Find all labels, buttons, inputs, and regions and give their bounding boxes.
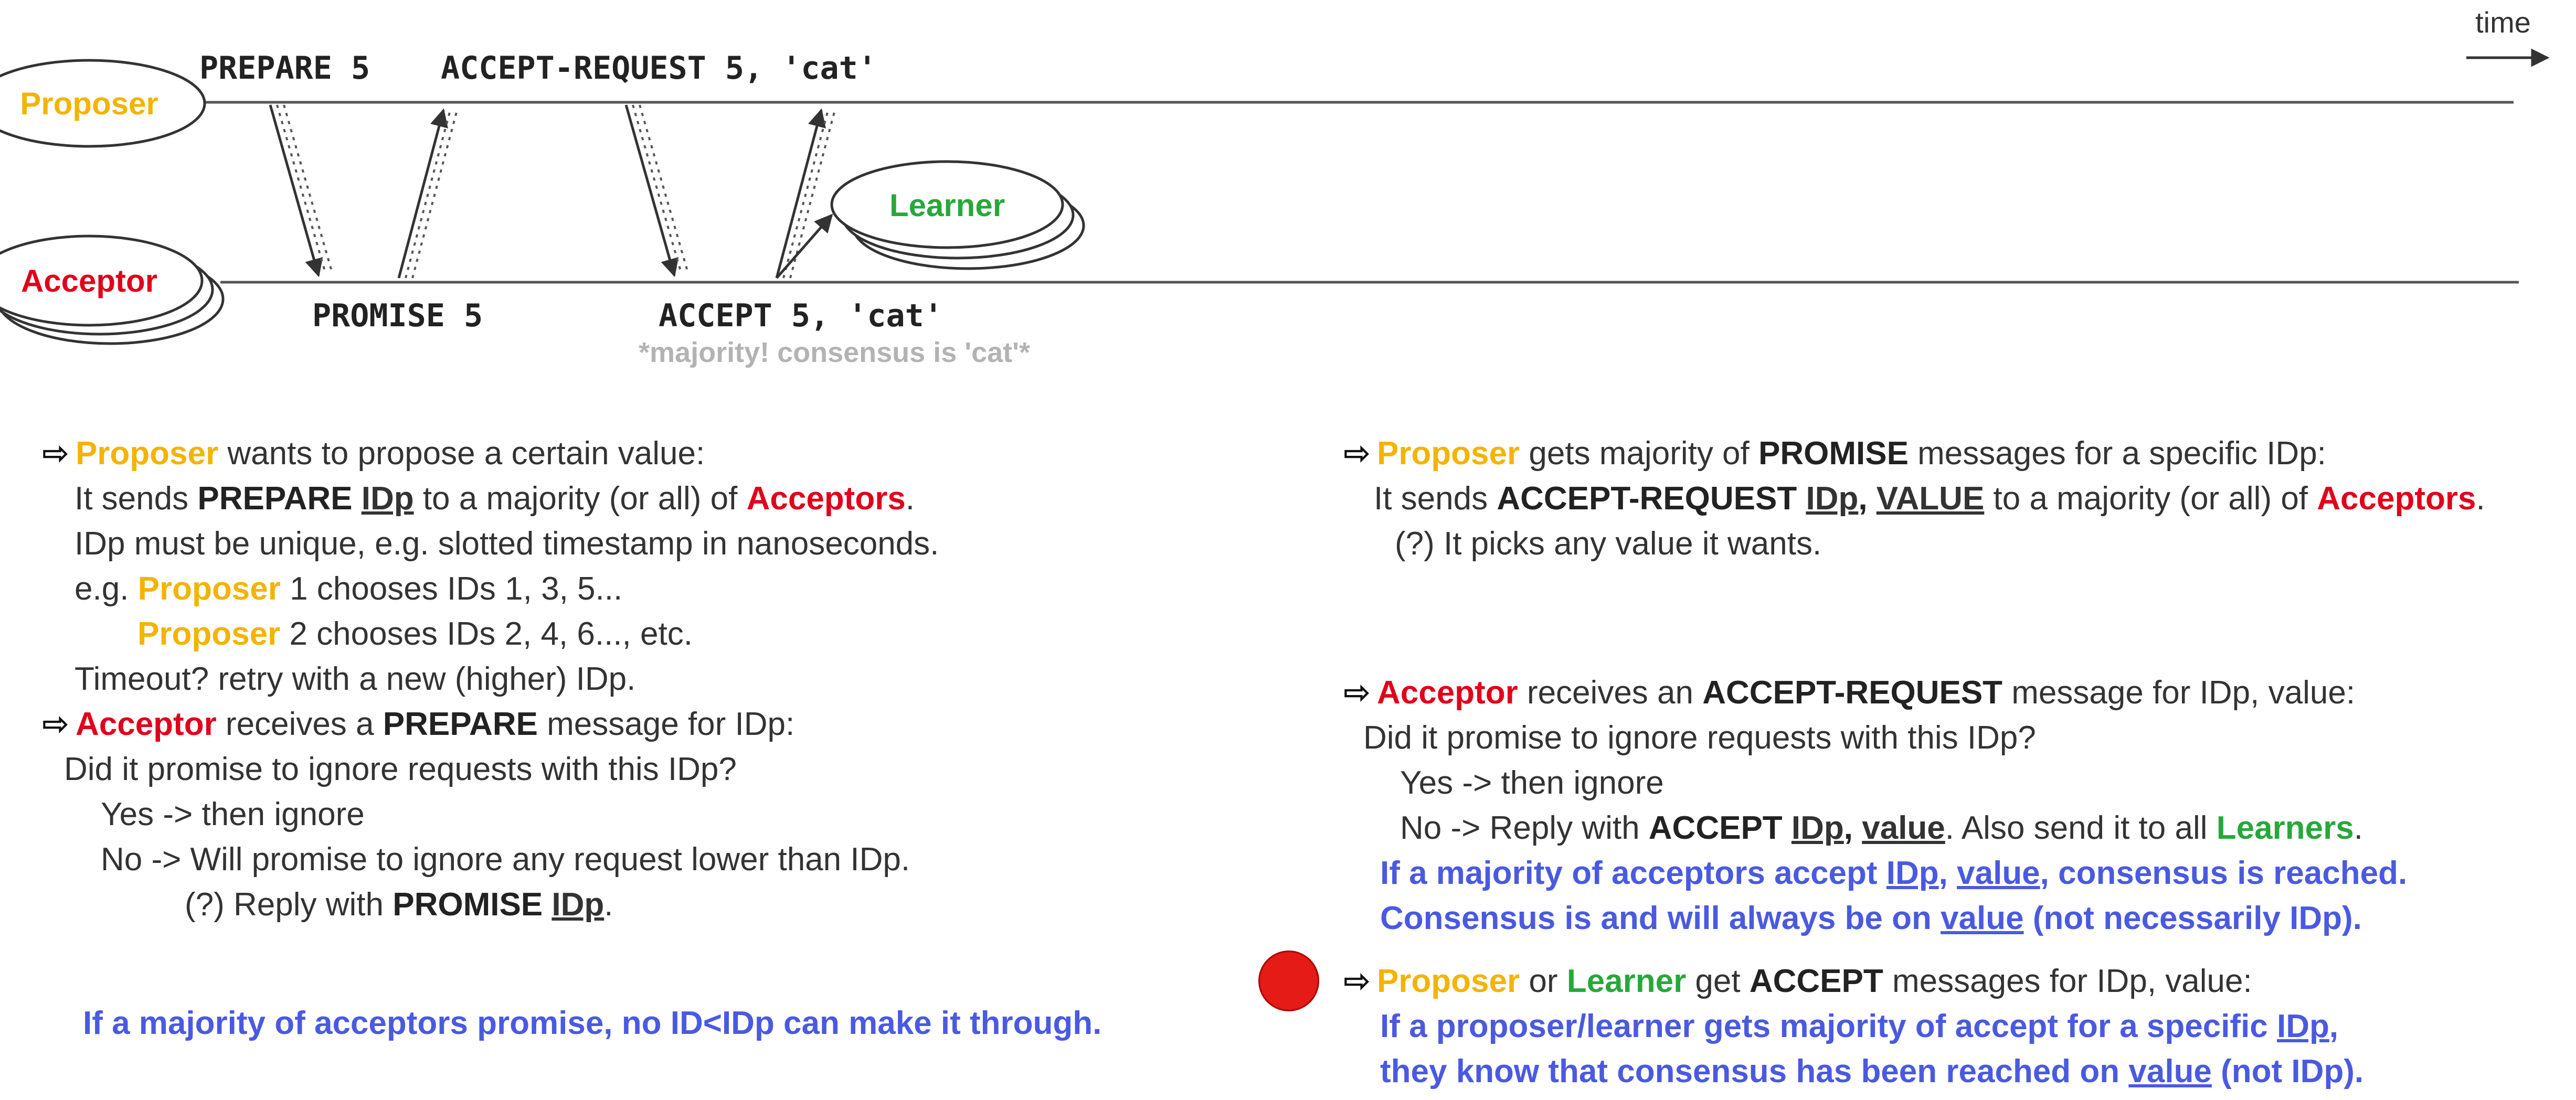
text: to a majority (or all) of [414,480,747,517]
accept-term: ACCEPT [1749,963,1883,999]
text: message for IDp, value: [2002,675,2356,711]
text: It sends [1374,480,1497,517]
idp-term: IDp [1806,480,1859,517]
left-s2-heading [42,702,1101,747]
proposer-node-label: Proposer [20,86,158,121]
text: get [1686,963,1750,999]
right-s2-line3: Yes -> then ignore [1400,765,1664,801]
text: . [2476,480,2485,517]
text [543,887,552,923]
idp-term: IDp [1791,810,1844,846]
right-arrow-icon: ⇨ [1343,675,1371,711]
left-s2-line3: Yes -> then ignore [101,796,365,832]
left-s1-heading [42,431,1101,476]
text: or [1520,963,1567,999]
proposer-term: Proposer [137,571,281,607]
idp-term: IDp [2277,1008,2329,1044]
text: Consensus is and will always be on [1380,900,1941,936]
value-term: value [1957,855,2040,891]
msg-prepare: PREPARE 5 [199,50,370,87]
text: receives an [1518,675,1703,711]
proposer-node [0,60,205,146]
learner-node-label: Learner [889,188,1005,223]
time-label: time [2475,6,2531,39]
msg-accept-request: ACCEPT-REQUEST 5, 'cat' [441,50,877,87]
accept-arrows [777,110,835,278]
learners-term: Learners [2216,810,2354,846]
red-record-dot[interactable] [1258,951,1319,1011]
right-s3-heading [1343,959,2485,1004]
text: It sends [75,480,198,517]
left-column [42,431,1101,1046]
learner-node [832,162,1084,269]
text: messages for a specific IDp: [1908,435,2326,472]
text: . [2354,810,2363,846]
left-s1-line4 [42,567,1101,612]
right-s2-line6 [1343,896,2485,941]
prepare-arrows [270,105,332,275]
text: they know that consensus has been reached on [1380,1053,2129,1090]
right-arrow-icon: ⇨ [42,706,69,742]
left-s1-line3: IDp must be unique, e.g. slotted timestamp in nanoseconds. [75,526,939,562]
right-column [1343,431,2485,1094]
paxos-timeline-diagram [0,0,2576,409]
acceptors-term: Acceptors [2317,480,2476,517]
msg-promise: PROMISE 5 [312,297,483,334]
text: . [604,887,613,923]
text: (?) Reply with [185,887,393,923]
proposer-term: Proposer [1376,435,1520,472]
proposer-term: Proposer [1376,963,1520,999]
accept-term: ACCEPT [1648,810,1783,846]
left-s2-line4: No -> Will promise to ignore any request lower than IDp. [101,841,910,878]
text: . Also send it to all [1945,810,2217,846]
prepare-term: PREPARE [383,706,538,742]
idp-term: IDp [1886,855,1939,891]
right-s2-line4 [1343,806,2485,851]
acceptor-term: Acceptor [75,706,217,742]
text: , consensus is reached. [2040,855,2408,891]
text: , [1843,810,1862,846]
idp-term: IDp [552,887,605,923]
value-term: value [2128,1053,2212,1090]
right-arrow-icon: ⇨ [42,435,69,472]
text: If a majority of acceptors accept [1380,855,1886,891]
learner-term: Learner [1566,963,1687,999]
left-note: If a majority of acceptors promise, no ID<IDp can make it through. [83,1005,1102,1041]
msg-consensus: *majority! consensus is 'cat'* [639,337,1030,368]
left-s2-line2: Did it promise to ignore requests with this IDp? [64,751,737,787]
right-s3-line3 [1343,1049,2485,1094]
text: , [2329,1008,2339,1044]
text: . [905,480,915,517]
acceptor-node-label: Acceptor [20,263,158,298]
value-term: value [1862,810,1945,846]
text: message for IDp: [537,706,795,742]
promise-arrows [399,110,457,278]
msg-accept: ACCEPT 5, 'cat' [659,297,943,334]
proposer-term: Proposer [137,616,281,652]
accept-request-term: ACCEPT-REQUEST [1497,480,1797,517]
right-s1-line2 [1343,476,2485,521]
right-s2-line2: Did it promise to ignore requests with this IDp? [1363,720,2036,756]
text: (not IDp). [2211,1053,2364,1090]
right-arrow-icon: ⇨ [1343,435,1371,472]
accept-request-term: ACCEPT-REQUEST [1702,675,2003,711]
prepare-term: PREPARE [197,480,353,517]
text: gets majority of [1520,435,1758,472]
text: No -> Reply with [1400,810,1649,846]
acceptors-term: Acceptors [746,480,906,517]
right-arrow-icon: ⇨ [1343,963,1371,999]
left-s1-line6: Timeout? retry with a new (higher) IDp. [75,661,636,697]
right-s1-line3: (?) It picks any value it wants. [1395,526,1822,562]
accept-request-arrows [626,105,688,275]
text [353,480,362,517]
right-s3-line2 [1343,1004,2485,1049]
text [1797,480,1806,517]
acceptor-node [0,236,223,344]
value-term: VALUE [1876,480,1985,517]
text: messages for IDp, value: [1883,963,2252,999]
text [1783,810,1791,846]
right-s1-heading [1343,431,2485,476]
text: If a proposer/learner gets majority of accept for a specific [1380,1008,2277,1044]
promise-term: PROMISE [393,887,543,923]
idp-term: IDp [361,480,414,517]
left-s2-line5 [42,882,1101,927]
text: receives a [216,706,383,742]
promise-term: PROMISE [1758,435,1909,472]
right-s2-heading [1343,670,2485,715]
left-s1-line5 [42,612,1101,657]
text: to a majority (or all) of [1984,480,2317,517]
acceptor-term: Acceptor [1376,675,1518,711]
left-s1-line2 [42,476,1101,521]
text: wants to propose a certain value: [218,435,705,472]
text: 1 chooses IDs 1, 3, 5... [280,571,623,607]
right-s2-line5 [1343,851,2485,896]
text: , [1938,855,1957,891]
text: , [1858,480,1877,517]
proposer-term: Proposer [75,435,219,472]
text: (not necessarily IDp). [2023,900,2362,936]
text: e.g. [75,571,138,607]
value-term: value [1941,900,2024,936]
text: 2 chooses IDs 2, 4, 6..., etc. [280,616,693,652]
